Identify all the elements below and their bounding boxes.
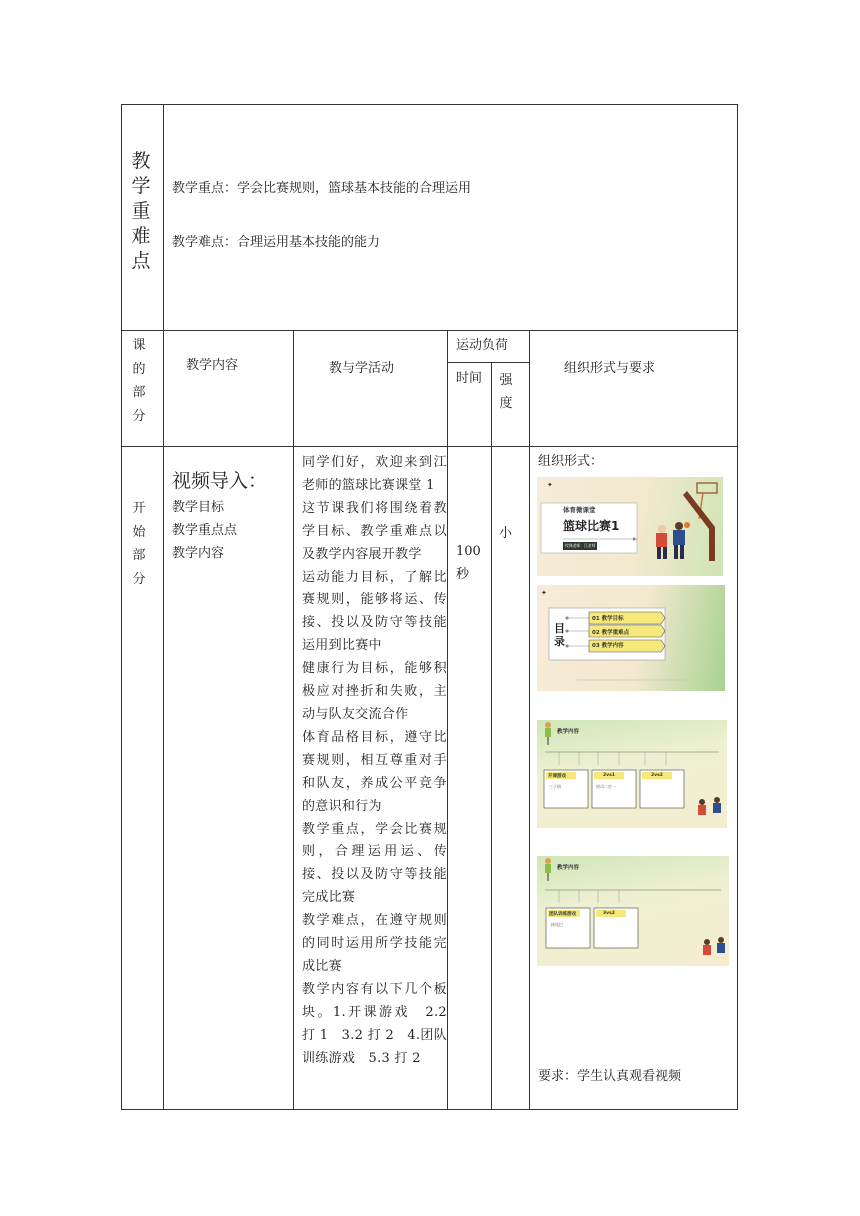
- content-item: 教学重点点: [172, 523, 238, 538]
- col-divider-2: [293, 330, 294, 1110]
- cover-tag: 授课老师：江老师: [565, 543, 596, 548]
- content-1-heading: 教学内容: [557, 729, 580, 735]
- difficulty-label: 教 学 重 难 点: [131, 150, 151, 272]
- directory-items: [592, 613, 629, 654]
- slide-cover: [537, 477, 723, 576]
- activity-paragraph: 运动能力目标，了解比赛规则，能够将运、传接、投以及防守等技能运用到比赛中: [302, 569, 447, 654]
- activity-paragraph: 教学难点，在遵守规则的同时运用所学技能完成比赛: [302, 913, 447, 974]
- svg-text:✦: ✦: [547, 481, 553, 489]
- load-header: 运动负荷: [456, 338, 509, 353]
- activity-paragraph: 健康行为目标，能够积极应对挫折和失败，主动与队友交流合作: [302, 661, 447, 722]
- activities-header: 教与学活动: [329, 361, 395, 376]
- content-title: 视频导入：: [172, 470, 268, 492]
- requirement-text: 要求：学生认真观看视频: [538, 1069, 682, 1084]
- content-1-card-note: 三子棋: [549, 784, 561, 789]
- activity-paragraph: 这节课我们将围绕着教学目标、教学重难点以及教学内容展开教学: [302, 500, 447, 562]
- content-1-card-note: 围司二打一: [596, 784, 616, 789]
- col-divider-5: [529, 330, 530, 1110]
- cover-subtitle: 体育微课堂: [563, 506, 596, 514]
- col-divider-4: [491, 362, 492, 1110]
- svg-text:✦: ✦: [541, 589, 547, 597]
- directory-item: 02 教学重难点: [592, 629, 630, 636]
- time-value: 100 秒: [456, 544, 481, 582]
- directory-item: 01 教学目标: [592, 616, 624, 622]
- content-item: 教学内容: [172, 546, 225, 561]
- row-divider-1: [121, 330, 738, 331]
- content-header: 教学内容: [186, 358, 239, 373]
- start-part-label: 开 始 部 分: [132, 501, 146, 587]
- intensity-value: 小: [499, 526, 513, 541]
- time-header: 时间: [456, 371, 483, 386]
- activities-text: [302, 452, 447, 1070]
- directory-title: 目 录: [554, 622, 565, 648]
- slide-content-1: [537, 720, 727, 828]
- part-header: 课 的 部 分: [132, 338, 146, 424]
- col-divider-1: [163, 104, 164, 1110]
- organization-header: 组织形式与要求: [564, 361, 656, 376]
- content-item: 教学目标: [172, 500, 225, 515]
- content-1-card-label: 2vs2: [651, 773, 663, 778]
- content-1-card-label: 开课游戏: [548, 774, 566, 779]
- slide-content-2: [537, 856, 729, 966]
- activity-paragraph: 体育品格目标，遵守比赛规则，相互尊重对手和队友，养成公平竞争的意识和行为: [302, 729, 447, 814]
- col-divider-3: [447, 330, 448, 1110]
- content-2-heading: 教学内容: [557, 865, 580, 871]
- content-list: [172, 496, 237, 565]
- key-point-text: 教学重点：学会比赛规则，篮球基本技能的合理运用: [172, 181, 472, 196]
- content-2-card-label: 3vs2: [603, 911, 615, 916]
- content-2-card-note: 接尾巴: [551, 922, 563, 927]
- intensity-header: 强 度: [499, 373, 513, 411]
- slide-directory-art: [537, 585, 725, 691]
- directory-item: 03 教学内容: [592, 643, 624, 649]
- difficult-point-text: 教学难点：合理运用基本技能的能力: [172, 235, 381, 250]
- activity-paragraph: 同学们好，欢迎来到江老师的篮球比赛课堂 1: [302, 455, 447, 493]
- activity-paragraph: 教学内容有以下几个板块。1.开课游戏 2.2 打 1 3.2 打 2 4.团队训练游戏 5.3 打 2: [302, 981, 447, 1066]
- content-2-card-label: 团队训练游戏: [549, 912, 576, 917]
- slide-directory: [537, 585, 725, 691]
- row-divider-2: [121, 446, 738, 447]
- organization-label: 组织形式：: [538, 454, 604, 469]
- content-1-card-label: 2vs1: [603, 773, 615, 778]
- cover-title: 篮球比赛1: [563, 519, 620, 533]
- activity-paragraph: 教学重点，学会比赛规则，合理运用运、传接、投以及防守等技能完成比赛: [302, 821, 447, 906]
- load-subdivider: [447, 362, 529, 363]
